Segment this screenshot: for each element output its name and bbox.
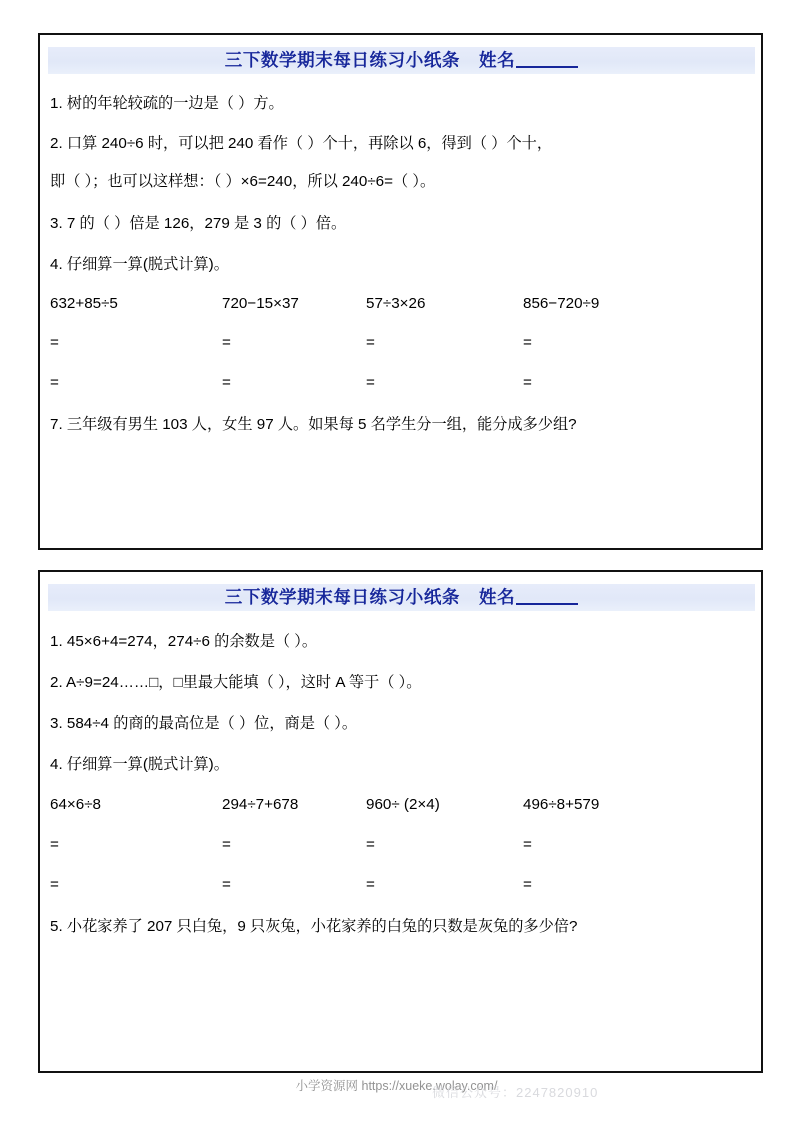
equals-sign: = — [222, 876, 231, 893]
calc-equals-row-1b — [50, 375, 750, 395]
equals-sign: = — [366, 836, 375, 853]
equals-sign: = — [523, 876, 532, 893]
name-blank-1[interactable] — [516, 52, 578, 68]
question-2-3: 3. 584÷4 的商的最高位是（ ）位，商是（ ）。 — [50, 715, 358, 732]
equals-sign: = — [50, 334, 59, 351]
calc-expression-1-2: 720−15×37 — [222, 295, 299, 312]
title-main-2: 三下数学期末每日练习小纸条 — [224, 586, 461, 607]
question-1-4: 4. 仔细算一算(脱式计算)。 — [50, 256, 229, 273]
calc-expression-1-4: 856−720÷9 — [523, 295, 600, 312]
watermark-text: 小学资源网 https://xueke.wolay.com/ — [295, 1079, 498, 1093]
title-band-1 — [48, 47, 755, 74]
equals-sign: = — [366, 876, 375, 893]
question-2-2: 2. A÷9=24……□，□里最大能填（ ），这时 A 等于（ ）。 — [50, 674, 422, 691]
equals-sign: = — [523, 374, 532, 391]
question-1-2-line1: 2. 口算 240÷6 时，可以把 240 看作（ ）个十，再除以 6，得到（ ）个十， — [50, 135, 553, 152]
question-2-4: 4. 仔细算一算(脱式计算)。 — [50, 756, 229, 773]
calc-expression-2-1: 64×6÷8 — [50, 796, 101, 813]
calc-expressions-row-2 — [50, 797, 750, 817]
equals-sign: = — [50, 374, 59, 391]
worksheet-box-2 — [38, 570, 763, 1073]
calc-expression-2-3: 960÷ (2×4) — [366, 796, 440, 813]
watermark-faint-text: 微信公众号：2247820910 — [432, 1085, 599, 1100]
calc-expression-2-2: 294÷7+678 — [222, 796, 299, 813]
calc-equals-row-2a — [50, 837, 750, 857]
calc-expression-2-4: 496÷8+579 — [523, 796, 600, 813]
equals-sign: = — [50, 876, 59, 893]
equals-sign: = — [222, 334, 231, 351]
title-main-1: 三下数学期末每日练习小纸条 — [224, 49, 461, 70]
equals-sign: = — [222, 836, 231, 853]
title-line-2 — [224, 586, 579, 607]
calc-expression-1-1: 632+85÷5 — [50, 295, 118, 312]
calc-expression-1-3: 57÷3×26 — [366, 295, 426, 312]
word-problem-2: 5. 小花家养了 207 只白兔，9 只灰兔，小花家养的白兔的只数是灰兔的多少倍? — [50, 918, 578, 935]
calc-expressions-row-1 — [50, 296, 750, 316]
calc-equals-row-1a — [50, 335, 750, 355]
equals-sign: = — [222, 374, 231, 391]
equals-sign: = — [366, 374, 375, 391]
word-problem-1: 7. 三年级有男生 103 人，女生 97 人。如果每 5 名学生分一组，能分成多少组? — [50, 416, 577, 433]
title-band-2 — [48, 584, 755, 611]
question-1-2-line2: 即（ ）；也可以这样想：（ ）×6=240，所以 240÷6=（ ）。 — [50, 173, 436, 190]
equals-sign: = — [523, 836, 532, 853]
name-label-2: 姓名 — [479, 586, 516, 607]
question-1-1: 1. 树的年轮较疏的一边是（ ）方。 — [50, 95, 284, 112]
equals-sign: = — [50, 836, 59, 853]
equals-sign: = — [366, 334, 375, 351]
calc-equals-row-2b — [50, 877, 750, 897]
worksheet-box-1 — [38, 33, 763, 550]
title-line-1 — [224, 49, 579, 70]
question-2-1: 1. 45×6+4=274，274÷6 的余数是（ ）。 — [50, 633, 318, 650]
question-1-3: 3. 7 的（ ）倍是 126，279 是 3 的（ ）倍。 — [50, 215, 347, 232]
equals-sign: = — [523, 334, 532, 351]
name-label-1: 姓名 — [479, 49, 516, 70]
name-blank-2[interactable] — [516, 589, 578, 605]
